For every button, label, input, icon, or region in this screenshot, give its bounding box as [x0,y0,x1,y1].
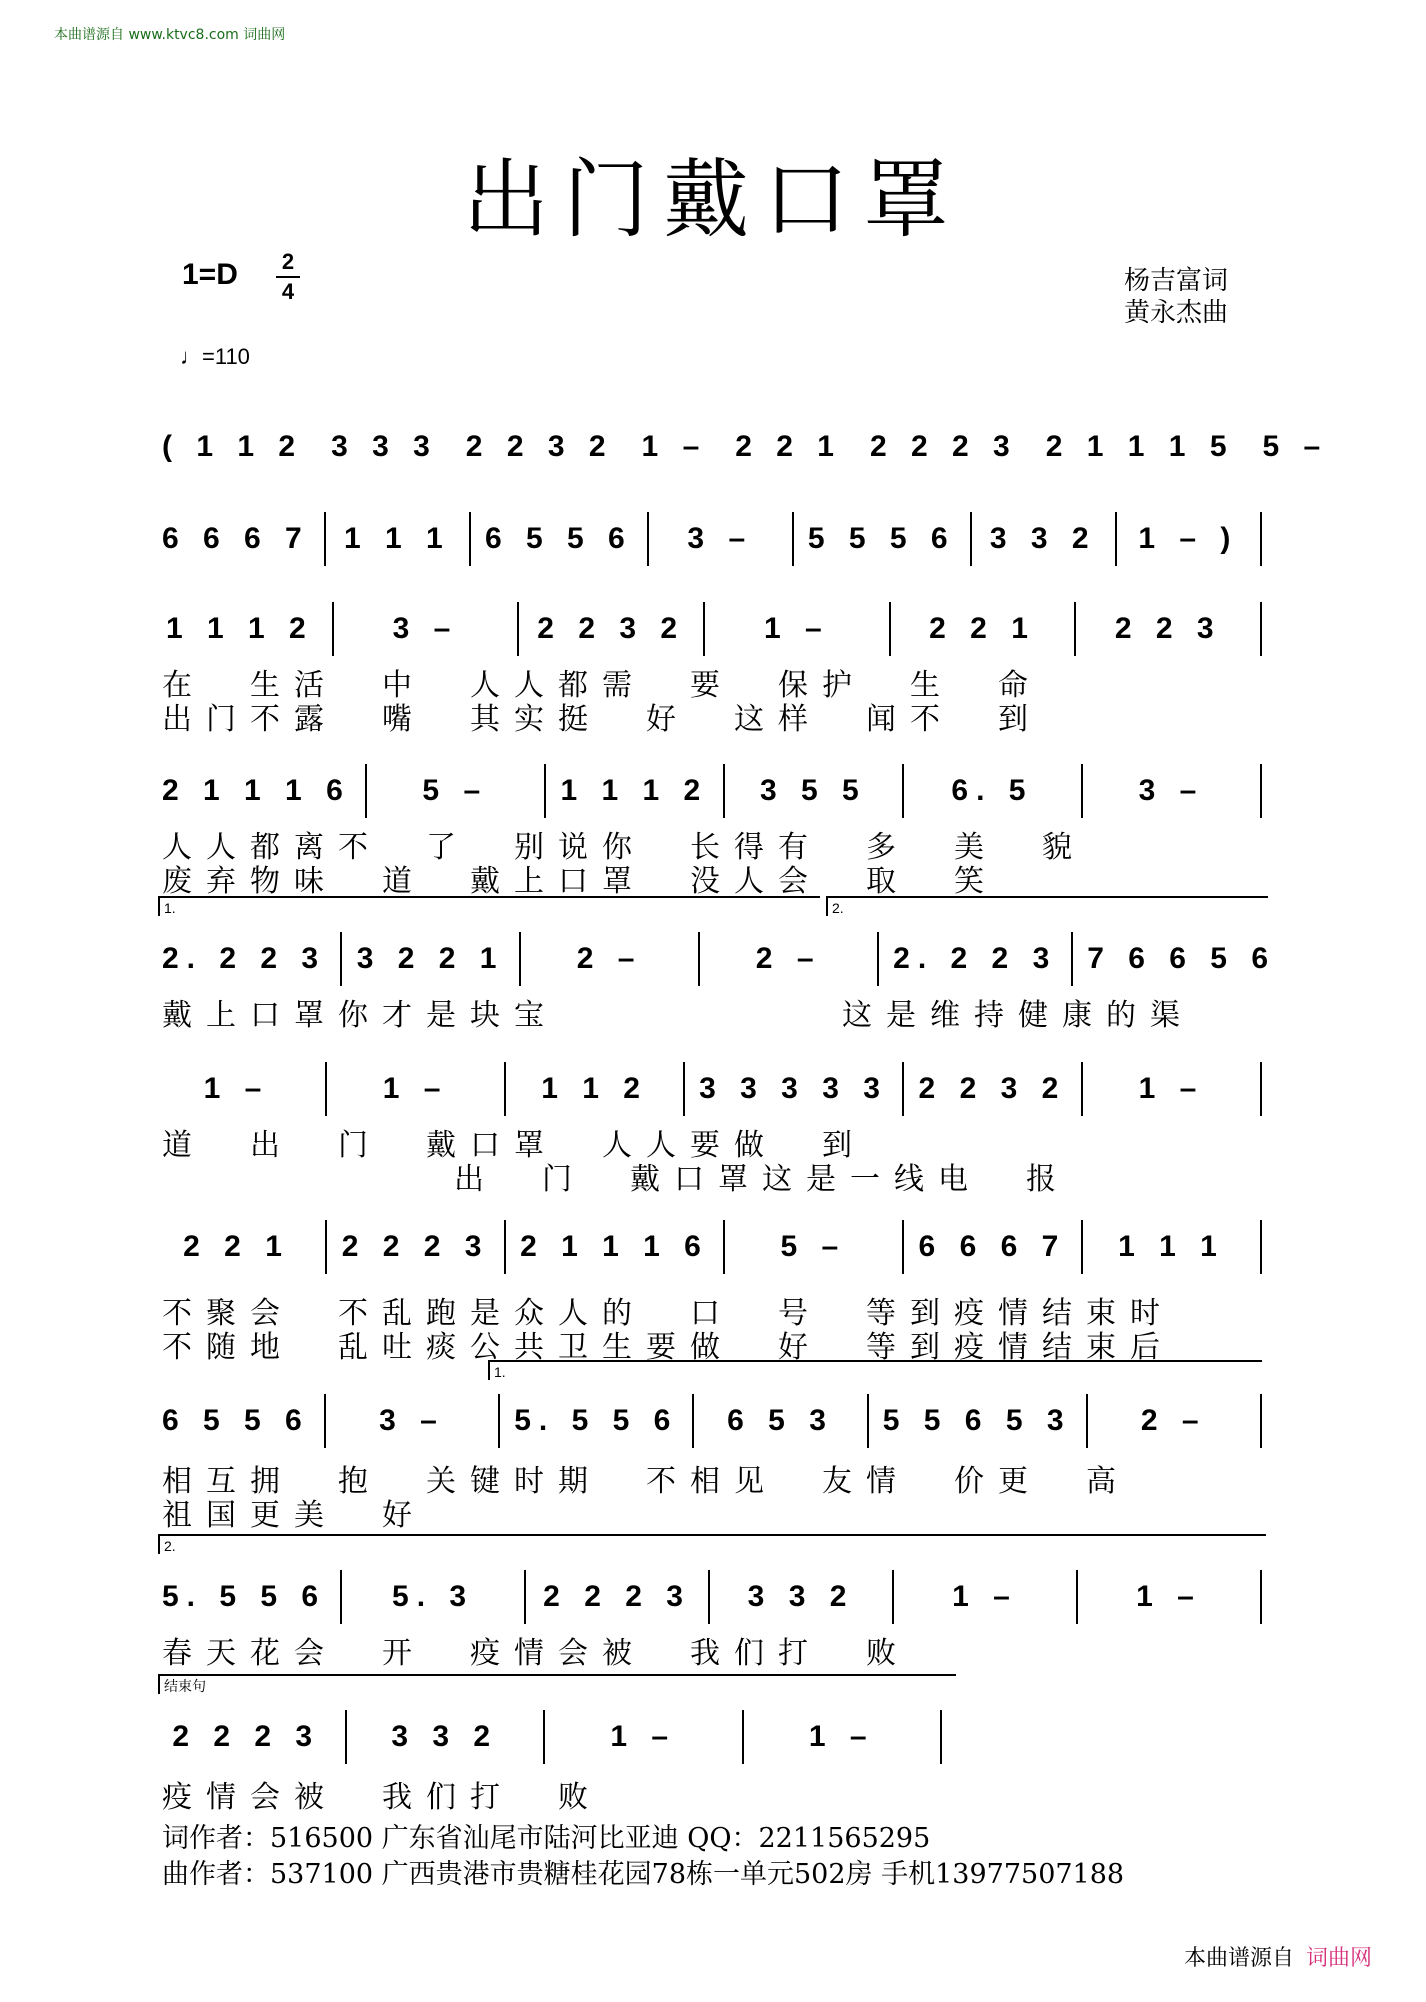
measure: 7 6 6 5 6 [1087,942,1277,975]
key-signature: 1=D [182,258,238,291]
measure: 2 2 3 [1114,612,1222,645]
song-title: 出门戴口罩 [463,150,963,250]
lyric-line: 道 出 门 戴口罩 人人要做 到 [162,1128,866,1163]
barline [683,1062,685,1116]
measure: 5 – [1262,430,1329,463]
volta-label: 1. [164,900,176,916]
composer-contact: 曲作者：537100 广西贵港市贵糖桂花园78栋一单元502房 手机13977507188 [162,1859,1125,1890]
barline [970,512,972,566]
footer-label: 本曲谱源自 [1183,1946,1294,1971]
lyric-line: 疫情会被 我们打 败 [162,1780,602,1815]
lyricist-contact: 词作者：516500 广东省汕尾市陆河比亚迪 QQ：2211565295 [162,1823,931,1854]
barline [792,512,794,566]
measure: 2 1 1 1 5 [1045,430,1235,463]
notation-row [162,934,1276,984]
measure: 5. 5 5 6 [514,1404,679,1437]
barline [723,764,725,818]
barline [365,764,367,818]
lyric-line: 这是维持健康的渠 [842,998,1194,1033]
measure: 1 – [1138,1072,1205,1105]
measure: 2 – [755,942,822,975]
measure: 3 – [687,522,754,555]
barline [1260,764,1262,818]
measure: 1 – [610,1720,677,1753]
measure: 1 1 1 2 [560,774,709,807]
measure: ( 1 1 2 [162,430,304,463]
notation-row [162,422,1329,472]
measure: 2 2 1 [183,1230,290,1263]
measure: 1 – [641,430,708,463]
lyric-line: 出 门 戴口罩这是一线电 报 [454,1162,1070,1197]
measure: 2. 2 2 3 [893,942,1058,975]
measure: 2 1 1 1 6 [162,774,351,807]
time-signature-top: 2 [281,249,295,274]
barline [1074,602,1076,656]
barline [877,932,879,986]
measure: 6 5 5 6 [162,1404,310,1437]
barline [1260,1570,1262,1624]
measure: 3 3 2 [391,1720,499,1753]
notation-row [162,1396,1276,1446]
barline [1081,1220,1083,1274]
barline [940,1710,942,1764]
measure: 3 3 3 [331,430,438,463]
notation-row [162,514,1276,564]
volta-bracket-1 [158,896,820,916]
measure: 1 – [1136,1580,1202,1613]
measure: 1 – [808,1720,875,1753]
measure: 3 5 5 [760,774,867,807]
barline [324,512,326,566]
barline [1260,602,1262,656]
notation-row [162,766,1276,816]
barline [324,1394,326,1448]
measure: 2 1 1 1 6 [520,1230,709,1263]
barline [867,1394,869,1448]
time-signature [276,250,300,304]
lyricist-credit: 杨吉富词 [1124,266,1229,296]
lyric-line: 人人都离不 了 别说你 长得有 多 美 貌 [162,830,1086,865]
measure: 3 3 3 3 3 [699,1072,888,1105]
measure: 1 – [952,1580,1018,1613]
lyric-line: 相互拥 抱 关键时期 不相见 友情 价更 高 [162,1464,1130,1499]
barline [1115,512,1117,566]
barline [708,1570,710,1624]
barline [902,1062,904,1116]
barline [1081,764,1083,818]
volta-label: 结束句 [164,1678,206,1694]
barline [519,932,521,986]
volta-label: 1. [494,1364,506,1380]
barline [902,1220,904,1274]
measure: 6 5 5 6 [484,522,633,555]
measure: 2 2 2 3 [870,430,1018,463]
measure: 3 3 2 [747,1580,855,1613]
barline [469,512,471,566]
source-text: 本曲谱源自 www.ktvc8.com 词曲网 [54,27,286,43]
measure: 5 – [780,1230,847,1263]
lyric-line: 出门不露 嘴 其实挺 好 这样 闻不 到 [162,702,1042,737]
measure: 1 – [203,1072,270,1105]
measure: 1 1 1 [1118,1230,1225,1263]
volta-bracket-2 [826,896,1268,916]
barline [504,1220,506,1274]
measure: 2 2 3 2 [465,430,614,463]
lyric-line: 废弃物味 道 戴上口罩 没人会 取 笑 [162,864,998,899]
barline [340,932,342,986]
barline [892,1570,894,1624]
measure: 3 – [392,612,459,645]
tempo-marking: ♩=110 [180,344,250,369]
measure: 3 3 2 [989,522,1097,555]
measure: 1 – [763,612,830,645]
measure: 2 – [576,942,643,975]
barline [692,1394,694,1448]
notation-row [162,1064,1276,1114]
barline [517,602,519,656]
volta-label: 2. [832,900,844,916]
barline [889,602,891,656]
composer-credit: 黄永杰曲 [1124,298,1229,328]
measure: 5 – [422,774,489,807]
barline [345,1710,347,1764]
measure: 5 5 5 6 [807,522,956,555]
lyric-line: 不聚会 不乱跑是众人的 口 号 等到疫情结束时 [162,1296,1174,1331]
barline [723,1220,725,1274]
barline [524,1570,526,1624]
measure: 1 1 1 2 [165,612,314,645]
barline [902,764,904,818]
notation-row [162,604,1276,654]
barline [1086,1394,1088,1448]
measure: 6 6 6 7 [918,1230,1067,1263]
barline [325,1062,327,1116]
measure: 3 2 2 1 [356,942,505,975]
measure: 2 2 1 [929,612,1036,645]
measure: 6 6 6 7 [162,522,310,555]
barline [742,1710,744,1764]
measure: 1 – ) [1138,522,1239,555]
lyric-line: 春天花会 开 疫情会被 我们打 败 [162,1636,910,1671]
barline [504,1062,506,1116]
lyric-line: 在 生活 中 人人都需 要 保护 生 命 [162,668,1042,703]
measure: 2 – [1140,1404,1207,1437]
notation-row [162,1572,1276,1622]
footer-brand-link[interactable]: 词曲网 [1305,1946,1372,1971]
measure: 2 2 2 3 [543,1580,691,1613]
barline [703,602,705,656]
footer [1184,1941,1372,1972]
lyric-line: 不随地 乱吐痰公共卫生要做 好 等到疫情结束后 [162,1330,1174,1365]
barline [1260,1062,1262,1116]
barline [325,1220,327,1274]
volta-bracket-2 [158,1534,1266,1554]
notation-row [162,1222,1276,1272]
barline [543,1710,545,1764]
barline [1071,932,1073,986]
barline [498,1394,500,1448]
lyric-line: 戴上口罩你才是块宝 [162,998,558,1033]
measure: 5. 5 5 6 [162,1580,327,1613]
measure: 2. 2 2 3 [162,942,327,975]
volta-label: 2. [164,1538,176,1554]
measure: 6 5 3 [727,1404,834,1437]
measure: 1 – [382,1072,449,1105]
measure: 2 2 2 3 [172,1720,321,1753]
lyric-line: 祖国更美 好 [162,1498,426,1533]
barline [1260,1220,1262,1274]
barline [332,602,334,656]
measure: 5. 3 [392,1580,475,1613]
barline [340,1570,342,1624]
measure: 3 – [379,1404,445,1437]
measure: 5 5 6 5 3 [882,1404,1072,1437]
measure: 2 2 3 2 [918,1072,1067,1105]
ending-bracket [158,1674,956,1694]
barline [1076,1570,1078,1624]
barline [544,764,546,818]
barline [647,512,649,566]
measure: 2 2 2 3 [341,1230,490,1263]
measure: 1 1 1 [343,522,451,555]
barline [698,932,700,986]
barline [1081,1062,1083,1116]
time-signature-bottom: 4 [281,279,295,304]
measure: 2 2 1 [735,430,842,463]
measure: 1 1 2 [541,1072,648,1105]
measure: 3 – [1138,774,1205,807]
volta-bracket-1 [488,1360,1262,1380]
measure: 2 2 3 2 [537,612,686,645]
measure: 6. 5 [951,774,1034,807]
barline [1260,512,1262,566]
notation-row [162,1712,956,1762]
barline [1260,1394,1262,1448]
